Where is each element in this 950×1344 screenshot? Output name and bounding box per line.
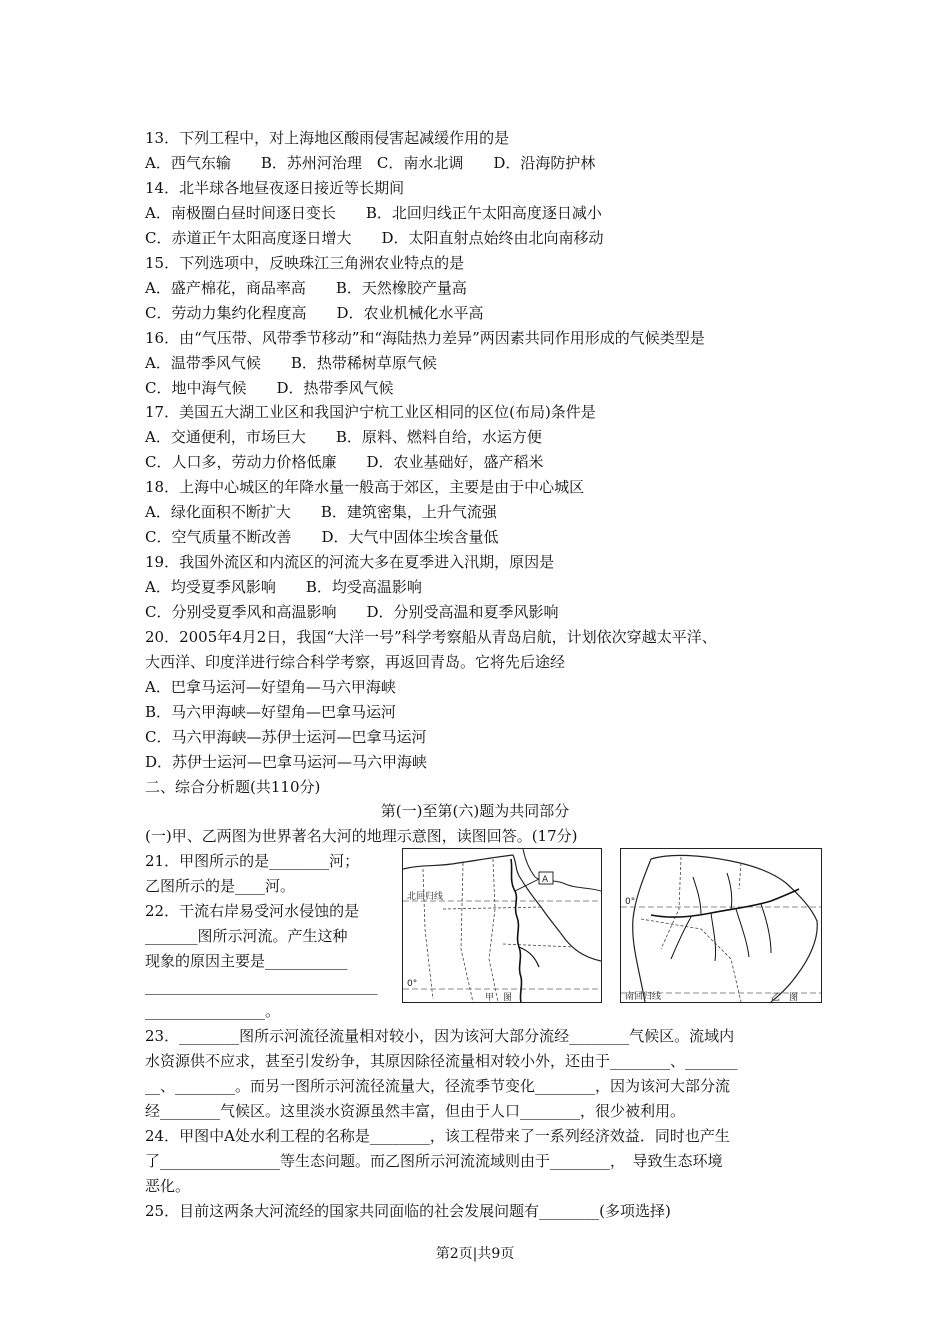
text-line: 22．干流右岸易受河水侵蚀的是 [145,902,360,920]
text-line: 恶化。 [145,1177,191,1195]
text-line: A．西气东输 B．苏州河治理 C．南水北调 D．沿海防护林 [145,154,596,172]
text-line: _______________________________ [145,977,378,995]
text-line: 25．目前这两条大河流经的国家共同面临的社会发展问题有________(多项选择) [145,1202,671,1220]
text-line: A．均受夏季风影响 B．均受高温影响 [145,578,422,596]
text-line: A．交通便利，市场巨大 B．原料、燃料自给，水运方便 [145,428,542,446]
text-line: C．地中海气候 D．热带季风气候 [145,379,394,397]
text-line: 16．由“气压带、风带季节移动”和“海陆热力差异”两因素共同作用形成的气候类型是 [145,329,705,347]
text-line: C．空气质量不断改善 D．大气中固体尘埃含量低 [145,528,499,546]
text-line: (一)甲、乙两图为世界著名大河的地理示意图，读图回答。(17分) [145,827,578,845]
section-heading: 第(一)至第(六)题为共同部分 [380,802,570,820]
text-line: 23．________图所示河流径流量相对较小，因为该河大部分流经________气候区。流域内 [145,1027,735,1045]
map-jia-caption: 甲 图 [485,993,513,1002]
text-line: 21．甲图所示的是________河； [145,852,360,870]
text-line: B．马六甲海峡—好望角—巴拿马运河 [145,703,397,721]
page-footer: 第2页|共9页 [435,1246,515,1262]
text-line: 14．北半球各地昼夜逐日接近等长期间 [145,179,405,197]
text-line: A．温带季风气候 B．热带稀树草原气候 [145,354,437,372]
text-line: 24．甲图中A处水利工程的名称是________，该工程带来了一系列经济效益．同时也产生 [145,1127,730,1145]
map-yi-tropic-label: 南回归线 [625,992,662,1002]
text-line: 水资源供不应求，甚至引发纷争，其原因除径流量相对较小外，还由于________、_______ [145,1052,738,1070]
text-line: A．南极圈白昼时间逐日变长 B．北回归线正午太阳高度逐日减小 [145,204,602,222]
map-yi [620,848,822,1003]
text-line: C．劳动力集约化程度高 D．农业机械化水平高 [145,304,484,322]
text-line: A．绿化面积不断扩大 B．建筑密集，上升气流强 [145,503,497,521]
map-yi-equator-label: 0° [625,897,636,907]
map-jia [402,848,602,1003]
text-line: A．盛产棉花，商品率高 B．天然橡胶产量高 [145,279,467,297]
text-line: 17．美国五大湖工业区和我国沪宁杭工业区相同的区位(布局)条件是 [145,403,596,421]
text-line: C．马六甲海峡—苏伊士运河—巴拿马运河 [145,728,427,746]
text-line: 18．上海中心城区的年降水量一般高于郊区，主要是由于中心城区 [145,478,585,496]
text-line: 20．2005年4月2日，我国“大洋一号”科学考察船从青岛启航，计划依次穿越太平洋、 [145,628,717,646]
text-line: 经________气候区。这里淡水资源虽然丰富，但由于人口________，很少被利用。 [145,1102,686,1120]
text-line: 现象的原因主要是___________ [145,952,348,970]
text-line: 大西洋、印度洋进行综合科学考察，再返回青岛。它将先后途经 [145,653,566,671]
text-line: 13．下列工程中，对上海地区酸雨侵害起减缓作用的是 [145,129,510,147]
map-yi-drawing [621,849,821,1002]
text-line: _______图所示河流。产生这种 [145,927,348,945]
text-line: A．巴拿马运河—好望角—马六甲海峡 [145,678,396,696]
map-jia-point-label: A [542,875,549,885]
map-jia-tropic-label: 北回归线 [407,892,444,902]
text-line: 二、综合分析题(共110分) [145,778,321,796]
text-line: D．苏伊士运河—巴拿马运河—马六甲海峡 [145,753,428,771]
map-jia-equator-label: 0° [407,979,418,989]
text-line: C．分别受夏季风和高温影响 D．分别受高温和夏季风影响 [145,603,559,621]
text-line: ________________。 [145,1002,281,1020]
map-jia-drawing [403,849,601,1002]
text-line: C．人口多，劳动力价格低廉 D．农业基础好，盛产稻米 [145,453,544,471]
text-line: 了________________等生态问题。而乙图所示河流流域则由于________， 导致生态环境 [145,1152,723,1170]
text-line: __、________。而另一图所示河流径流量大，径流季节变化________，因为该河大部分流 [145,1077,731,1095]
text-line: 19．我国外流区和内流区的河流大多在夏季进入汛期，原因是 [145,553,555,571]
text-line: C．赤道正午太阳高度逐日增大 D．太阳直射点始终由北向南移动 [145,229,604,247]
text-line: 15．下列选项中，反映珠江三角洲农业特点的是 [145,254,465,272]
map-yi-caption: 乙 图 [771,993,799,1002]
text-line: 乙图所示的是____河。 [145,877,296,895]
